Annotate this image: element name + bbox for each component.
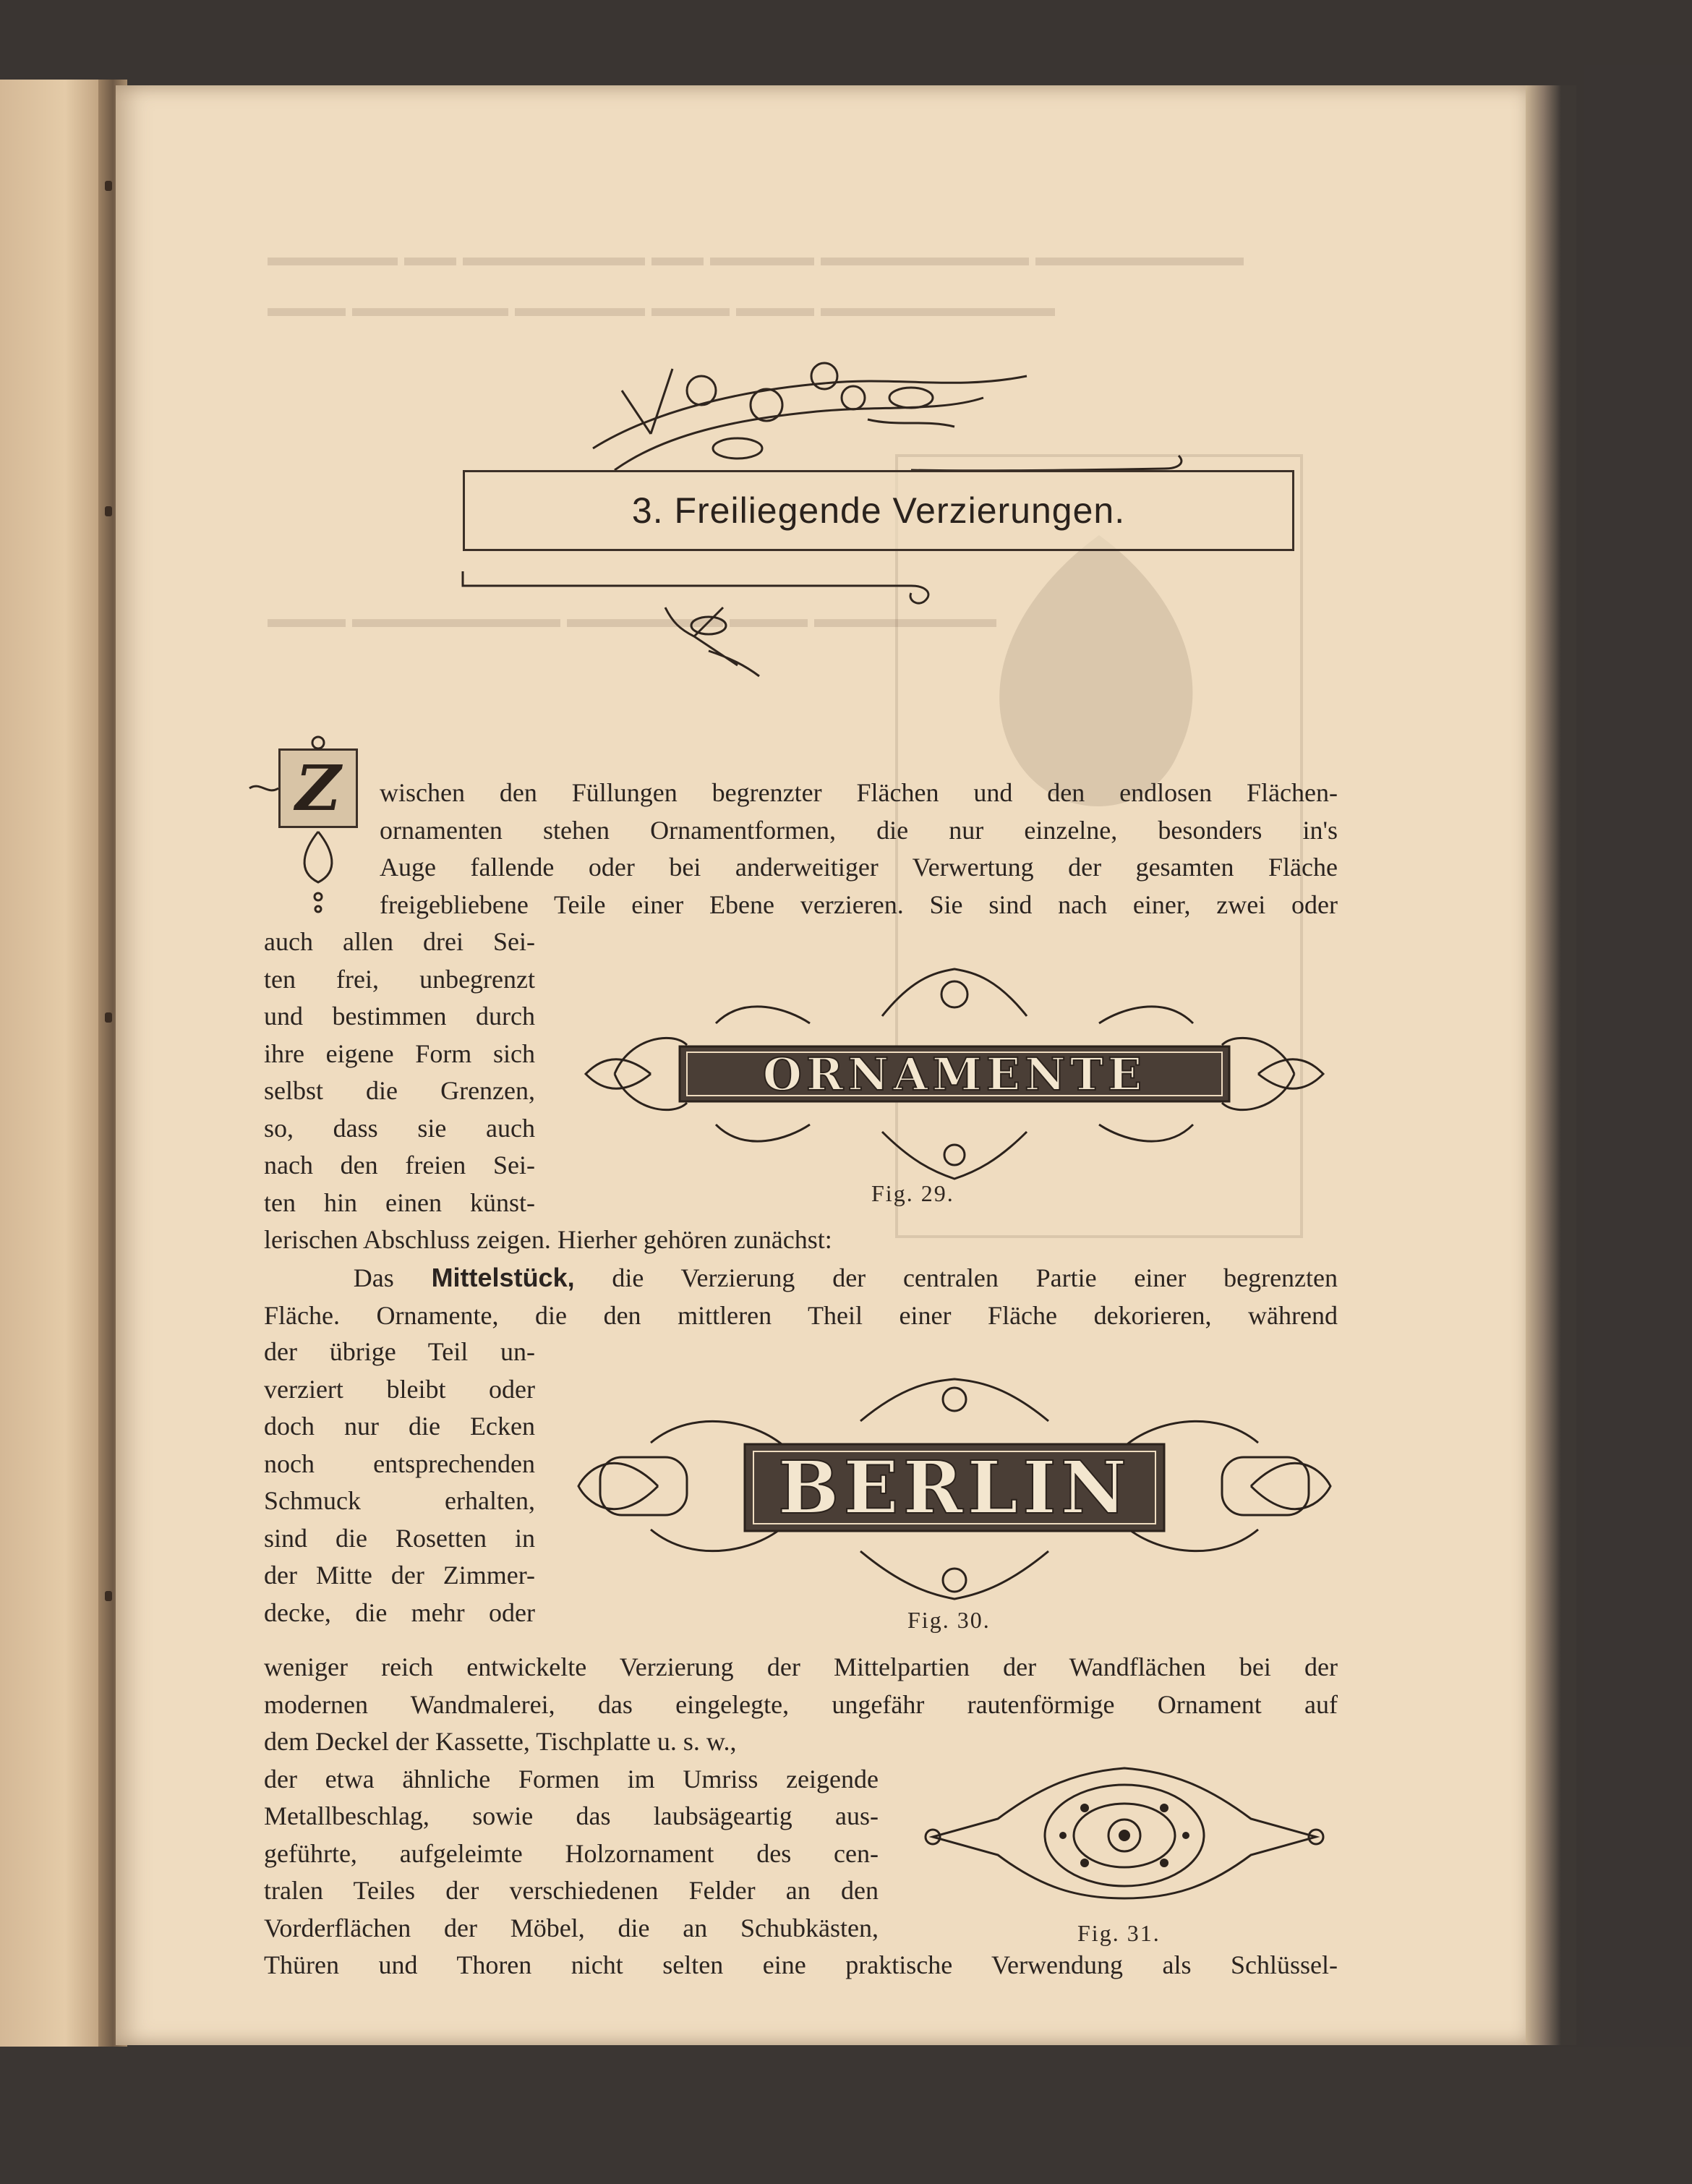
paragraph-intro-narrow xyxy=(264,923,535,1221)
paragraph-intro-end xyxy=(264,1221,1059,1259)
text-line: weniger reich entwickelte Verzierung der Mittelpartien der Wandflächen bei der xyxy=(264,1652,1338,1681)
paragraph-mittelstueck-final xyxy=(264,1947,1338,1984)
text-line xyxy=(264,1259,1338,1297)
text-line: Schmuck erhalten, xyxy=(264,1486,535,1515)
gutter-mark xyxy=(105,1012,112,1023)
text-line: Metallbeschlag, sowie das laubsägeartig aus- xyxy=(264,1801,879,1830)
gutter-mark xyxy=(105,181,112,191)
gutter-mark xyxy=(105,1591,112,1601)
text-line: ten frei, unbegrenzt xyxy=(264,964,535,994)
text-fragment: die Verzierung der centralen Partie einer begrenzten xyxy=(612,1263,1338,1292)
text-line: Fläche. Ornamente, die den mittleren Theil einer Fläche dekorieren, während xyxy=(264,1300,1338,1330)
text-line: der Mitte der Zimmer- xyxy=(264,1561,535,1590)
book-cover-edge xyxy=(1584,65,1692,2141)
figure-30-title: BERLIN xyxy=(777,1445,1132,1530)
paragraph-mittelstueck-narrow xyxy=(264,1334,535,1631)
show-through-texture: ▬▬▬ ▬▬▬▬▬▬▬▬ ▬▬▬▬▬▬ ▬▬▬ ▬▬▬▬▬▬▬ xyxy=(268,604,996,633)
text-line: decke, die mehr oder xyxy=(264,1598,535,1627)
figure-31-ornament xyxy=(918,1757,1330,1902)
drop-cap-letter: Z xyxy=(295,751,341,825)
text-line: nach den freien Sei- xyxy=(264,1151,535,1180)
text-line: und bestimmen durch xyxy=(264,1002,535,1031)
text-line: dem Deckel der Kassette, Tischplatte u. s. w., xyxy=(264,1727,737,1756)
text-line: Vorderflächen der Möbel, die an Schubkästen, xyxy=(264,1913,879,1942)
paragraph-mittelstueck-medium xyxy=(264,1723,879,1947)
figure-31-caption: Fig. 31. xyxy=(1077,1920,1161,1946)
paragraph-mittelstueck-lead xyxy=(264,1259,1338,1334)
text-line: so, dass sie auch xyxy=(264,1113,535,1143)
text-line: doch nur die Ecken xyxy=(264,1412,535,1441)
paragraph-intro-top xyxy=(380,775,1338,923)
drop-cap-ornament xyxy=(239,734,398,915)
text-line: auch allen drei Sei- xyxy=(264,927,535,956)
text-line: wischen den Füllungen begrenzter Flächen und den endlosen Flächen- xyxy=(380,778,1338,807)
figure-29-caption: Fig. 29. xyxy=(871,1180,954,1206)
text-fragment: Das xyxy=(353,1263,394,1292)
section-heading: 3. Freiliegende Verzierungen. xyxy=(631,490,1126,531)
figure-30-caption: Fig. 30. xyxy=(907,1607,991,1633)
gutter-mark xyxy=(105,506,112,516)
show-through-texture: ▬▬▬▬▬ ▬▬ ▬▬▬▬▬▬▬ ▬▬ ▬▬▬▬ ▬▬▬▬▬▬▬▬ ▬▬▬▬▬▬▬▬ xyxy=(268,242,1244,271)
text-line: Thüren und Thoren nicht selten eine praktische Verwendung als Schlüssel- xyxy=(264,1950,1338,1979)
text-line: tralen Teiles der verschiedenen Felder an den xyxy=(264,1876,879,1905)
text-line: ten hin einen künst- xyxy=(264,1187,535,1217)
text-line: sind die Rosetten in xyxy=(264,1523,535,1553)
text-line: der etwa ähnliche Formen im Umriss zeigende xyxy=(264,1764,879,1793)
text-line: ihre eigene Form sich xyxy=(264,1038,535,1068)
section-heading-frame xyxy=(463,470,1294,551)
background xyxy=(0,2047,1692,2184)
text-line: ornamenten stehen Ornamentformen, die nur einzelne, besonders in's xyxy=(380,815,1338,845)
text-line: noch entsprechenden xyxy=(264,1449,535,1478)
term-mittelstueck: Mittelstück, xyxy=(431,1263,575,1292)
text-line: der übrige Teil un- xyxy=(264,1337,535,1366)
text-line: freigebliebene Teile einer Ebene verzieren. Sie sind nach einer, zwei oder xyxy=(380,890,1338,919)
left-page-edge xyxy=(0,80,108,2047)
show-through-texture: ▬▬▬ ▬▬▬▬▬▬ ▬▬▬▬▬ ▬▬▬ ▬▬▬ ▬▬▬▬▬▬▬▬▬ xyxy=(268,293,1055,322)
text-line: geführte, aufgeleimte Holzornament des cen- xyxy=(264,1838,879,1868)
paragraph-mittelstueck-wide xyxy=(264,1649,1338,1723)
text-line: lerischen Abschluss zeigen. Hierher gehören zunächst: xyxy=(264,1225,832,1254)
figure-29-title: ORNAMENTE xyxy=(762,1047,1147,1101)
text-line: verziert bleibt oder xyxy=(264,1374,535,1404)
page-fore-edge xyxy=(1526,85,1576,2045)
text-line: selbst die Grenzen, xyxy=(264,1076,535,1105)
text-line: Auge fallende oder bei anderweitiger Verwertung der gesamten Fläche xyxy=(380,853,1338,882)
text-line: modernen Wandmalerei, das eingelegte, ungefähr rautenförmige Ornament auf xyxy=(264,1689,1338,1719)
